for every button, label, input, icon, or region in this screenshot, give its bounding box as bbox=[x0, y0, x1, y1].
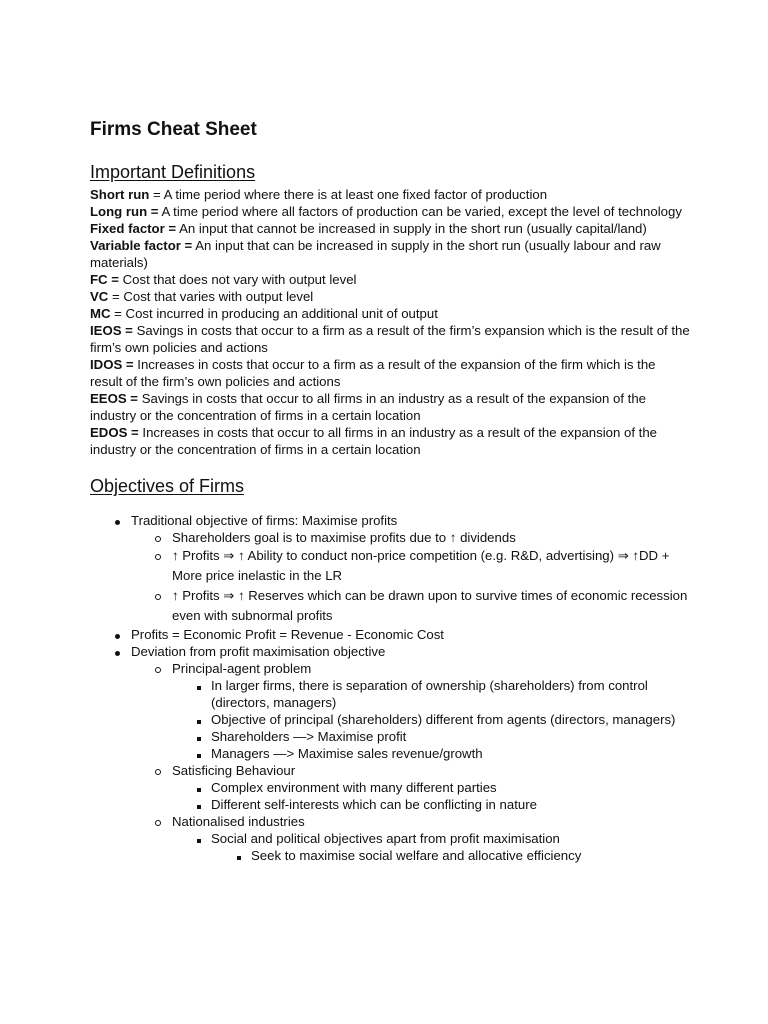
bullet-icon bbox=[155, 820, 161, 826]
bullet-icon bbox=[155, 667, 161, 673]
bullet-icon bbox=[155, 594, 161, 600]
bullet-icon bbox=[197, 788, 201, 792]
list-item: In larger firms, there is separation of ownership (shareholders) from control (directors, managers) bbox=[90, 677, 690, 711]
definition-term: EEOS = bbox=[90, 391, 139, 406]
definition-text: An input that cannot be increased in supply in the short run (usually capital/land) bbox=[179, 221, 647, 236]
definition-term: FC = bbox=[90, 272, 119, 287]
bullet-icon bbox=[197, 720, 201, 724]
list-item: Social and political objectives apart from profit maximisation bbox=[90, 830, 690, 847]
list-item: Satisficing Behaviour bbox=[90, 762, 690, 779]
definition-term: EDOS = bbox=[90, 425, 139, 440]
bullet-icon bbox=[197, 805, 201, 809]
list-item: Shareholders goal is to maximise profits due to ↑ dividends bbox=[90, 529, 690, 546]
definition-item bbox=[90, 390, 690, 424]
section-heading-definitions: Important Definitions bbox=[90, 162, 256, 182]
list-item: Profits = Economic Profit = Revenue - Economic Cost bbox=[90, 626, 690, 643]
definition-text: Cost incurred in producing an additional unit of output bbox=[125, 306, 438, 321]
definition-text: Increases in costs that occur to all firms in an industry as a result of the expansion of the industry or the concentration of firms in a certain location bbox=[90, 425, 657, 457]
definition-term: Variable factor = bbox=[90, 238, 193, 253]
definition-item bbox=[90, 220, 690, 237]
definition-item bbox=[90, 424, 690, 458]
bullet-icon bbox=[155, 769, 161, 775]
list-item: Complex environment with many different parties bbox=[90, 779, 690, 796]
definition-text: An input that can be increased in supply in the short run (usually labour and raw materials) bbox=[90, 238, 661, 270]
list-item: Managers —> Maximise sales revenue/growth bbox=[90, 745, 690, 762]
definition-item bbox=[90, 322, 690, 356]
definition-item bbox=[90, 356, 690, 390]
list-item: Shareholders —> Maximise profit bbox=[90, 728, 690, 745]
list-item: Seek to maximise social welfare and allocative efficiency bbox=[90, 847, 690, 864]
bullet-icon bbox=[237, 856, 241, 860]
definition-item bbox=[90, 186, 690, 203]
bullet-icon bbox=[115, 634, 120, 639]
definition-separator: = bbox=[110, 306, 126, 321]
list-item: Nationalised industries bbox=[90, 813, 690, 830]
definition-term: Fixed factor = bbox=[90, 221, 177, 236]
page-title: Firms Cheat Sheet bbox=[90, 119, 257, 140]
definitions-list bbox=[90, 186, 690, 458]
bullet-icon bbox=[115, 520, 120, 525]
list-item: ↑ Profits ⇒ ↑ Reserves which can be drawn upon to survive times of economic recession even with subnormal profits bbox=[90, 586, 690, 626]
bullet-icon bbox=[197, 839, 201, 843]
list-item: Traditional objective of firms: Maximise profits bbox=[90, 512, 690, 529]
definition-term: IDOS = bbox=[90, 357, 134, 372]
definition-text: Savings in costs that occur to a firm as a result of the firm’s expansion which is the result of the firm’s own policies and actions bbox=[90, 323, 690, 355]
list-item: Objective of principal (shareholders) different from agents (directors, managers) bbox=[90, 711, 690, 728]
definition-term: VC bbox=[90, 289, 109, 304]
definition-text: A time period where there is at least one fixed factor of production bbox=[163, 187, 548, 202]
definition-term: MC bbox=[90, 306, 111, 321]
bullet-icon bbox=[197, 737, 201, 741]
definition-text: Savings in costs that occur to all firms in an industry as a result of the expansion of the industry or the concentration of firms in a certain location bbox=[90, 391, 646, 423]
bullet-icon bbox=[197, 686, 201, 690]
definition-item bbox=[90, 271, 690, 288]
bullet-icon bbox=[115, 651, 120, 656]
definition-item bbox=[90, 237, 690, 271]
list-item: Principal-agent problem bbox=[90, 660, 690, 677]
section-heading-objectives: Objectives of Firms bbox=[90, 476, 245, 496]
definition-separator: = bbox=[108, 289, 124, 304]
bullet-icon bbox=[155, 554, 161, 560]
definition-term: Long run = bbox=[90, 204, 159, 219]
objectives-list bbox=[90, 512, 690, 864]
bullet-icon bbox=[155, 536, 161, 542]
definition-text: A time period where all factors of production can be varied, except the level of technology bbox=[161, 204, 682, 219]
definition-item bbox=[90, 288, 690, 305]
bullet-icon bbox=[197, 754, 201, 758]
definition-term: IEOS = bbox=[90, 323, 133, 338]
definition-text: Increases in costs that occur to a firm as a result of the expansion of the firm which is the result of the firm’s own policies and actions bbox=[90, 357, 656, 389]
definition-item bbox=[90, 305, 690, 322]
definition-term: Short run bbox=[90, 187, 150, 202]
list-item: Different self-interests which can be conflicting in nature bbox=[90, 796, 690, 813]
list-item: ↑ Profits ⇒ ↑ Ability to conduct non-price competition (e.g. R&D, advertising) ⇒ ↑DD + More price inelastic in the LR bbox=[90, 546, 690, 586]
definition-text: Cost that does not vary with output level bbox=[122, 272, 357, 287]
definition-text: Cost that varies with output level bbox=[123, 289, 314, 304]
definition-item bbox=[90, 203, 690, 220]
list-item: Deviation from profit maximisation objective bbox=[90, 643, 690, 660]
definition-separator: = bbox=[149, 187, 164, 202]
document-page bbox=[90, 116, 690, 864]
